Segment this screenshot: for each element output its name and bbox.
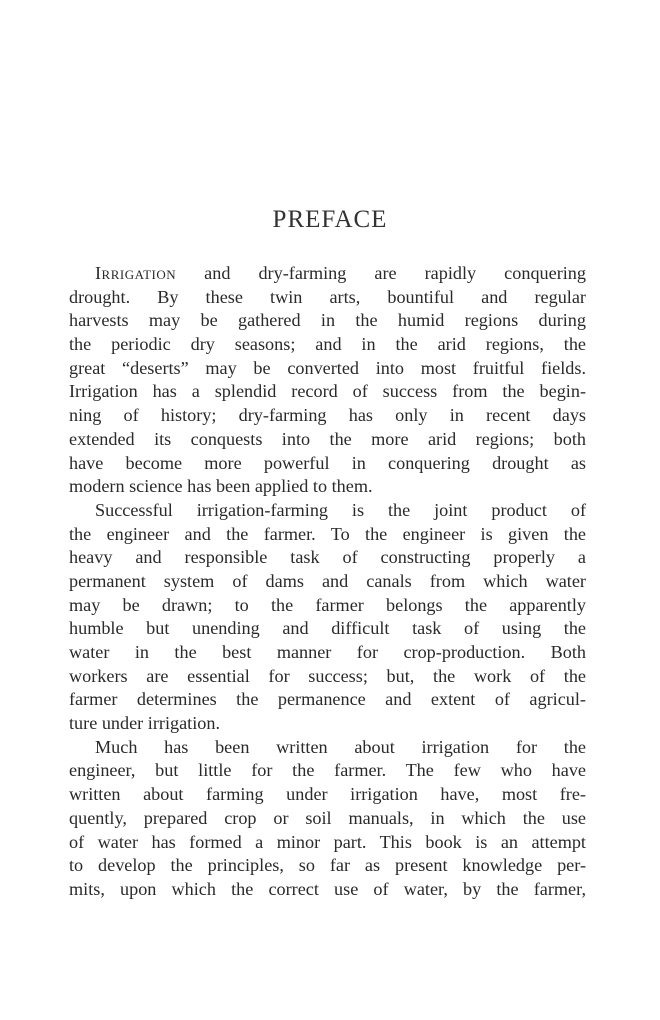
text-line: great “deserts” may be converted into most fruitful fields. <box>69 357 586 378</box>
text-line: farmer determines the permanence and extent of agricul- <box>69 689 586 710</box>
text-line: to develop the principles, so far as present knowledge per- <box>69 855 586 876</box>
text-line: heavy and responsible task of constructing properly a <box>69 547 586 568</box>
text-line: the engineer and the farmer. To the engineer is given the <box>69 523 586 544</box>
text-line: ture under irrigation. <box>69 713 221 734</box>
text-line: quently, prepared crop or soil manuals, in which the use <box>69 807 586 828</box>
page-title: PREFACE <box>272 206 388 233</box>
text-line <box>69 262 586 286</box>
lead-word: Irrigation <box>95 263 177 283</box>
paragraph <box>69 736 586 902</box>
text-line: engineer, but little for the farmer. The few who have <box>69 760 586 781</box>
preface-body <box>69 262 586 902</box>
text-line: extended its conquests into the more arid regions; both <box>69 428 586 449</box>
text-line: may be drawn; to the farmer belongs the apparently <box>69 594 586 615</box>
text-line: permanent system of dams and canals from which water <box>69 570 586 591</box>
text-line: written about farming under irrigation have, most fre- <box>69 784 586 805</box>
text-line: Much has been written about irrigation for the <box>95 736 586 757</box>
text-line: water in the best manner for crop-production. Both <box>69 642 586 662</box>
text-line: modern science has been applied to them. <box>69 476 373 497</box>
text-line: Irrigation has a splendid record of success from the begin- <box>69 381 586 402</box>
paragraph <box>69 262 586 499</box>
paragraph <box>69 499 586 736</box>
text-line: mits, upon which the correct use of water, by the farmer, <box>69 878 586 899</box>
text-line: of water has formed a minor part. This book is an attempt <box>69 831 586 852</box>
text-line: ning of history; dry-farming has only in recent days <box>69 405 586 426</box>
text-line: have become more powerful in conquering drought as <box>69 452 586 473</box>
text-line: harvests may be gathered in the humid regions during <box>69 310 586 331</box>
text-line: drought. By these twin arts, bountiful and regular <box>69 286 586 307</box>
text-line: workers are essential for success; but, the work of the <box>69 665 586 686</box>
text-line: Successful irrigation-farming is the joint product of <box>95 499 586 520</box>
text-line: the periodic dry seasons; and in the arid regions, the <box>69 334 586 355</box>
line-text: and dry-farming are rapidly conquering <box>176 263 586 283</box>
text-line: humble but unending and difficult task of using the <box>69 618 586 639</box>
